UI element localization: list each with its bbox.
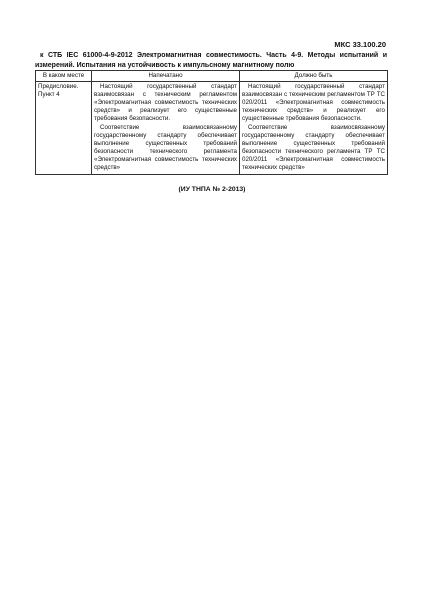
- table-header-row: [36, 71, 388, 82]
- table-row: [36, 81, 388, 175]
- heading-text: к СТБ IEC 61000-4-9-2012 Электромагнитная совместимость. Часть 4-9. Методы испытаний и измерений. Испытания на устойчивость к импульсному магнитному полю: [35, 52, 387, 69]
- place-text: Предисловие. Пункт 4: [38, 83, 79, 99]
- should-be-paragraph-2: Соответствие взаимосвязанному государственному стандарту обеспечивает выполнение существенных требований безопасности технического регламента ТР ТС 020/2011 «Электромагнитная совместимость технических средств»: [242, 123, 385, 172]
- header-printed: Напечатано: [92, 71, 240, 82]
- errata-table: [35, 70, 388, 175]
- classification-code: МКС 33.100.20: [334, 40, 386, 49]
- cell-place: [36, 81, 92, 175]
- header-place: В каком месте: [36, 71, 92, 82]
- document-heading: [35, 51, 387, 71]
- printed-paragraph-1: Настоящий государственный стандарт взаимосвязан с техническим регламентом «Электромагнитная совместимость технических средств» и реализует его существенные требования безопасности.: [94, 83, 237, 123]
- cell-should-be: [240, 81, 388, 175]
- printed-paragraph-2: Соответствие взаимосвязанному государственному стандарту обеспечивает выполнение существенных требований безопасности технического регламента «Электромагнитная совместимость технических средств»: [94, 123, 237, 172]
- cell-printed: [92, 81, 240, 175]
- header-should-be: Должно быть: [240, 71, 388, 82]
- footer-reference: (ИУ ТНПА № 2-2013): [178, 186, 246, 193]
- should-be-paragraph-1: Настоящий государственный стандарт взаимосвязан с техническим регламентом ТР ТС 020/2011 «Электромагнитная совместимость технических средств» и реализует его существенные требования безопасности.: [242, 83, 385, 123]
